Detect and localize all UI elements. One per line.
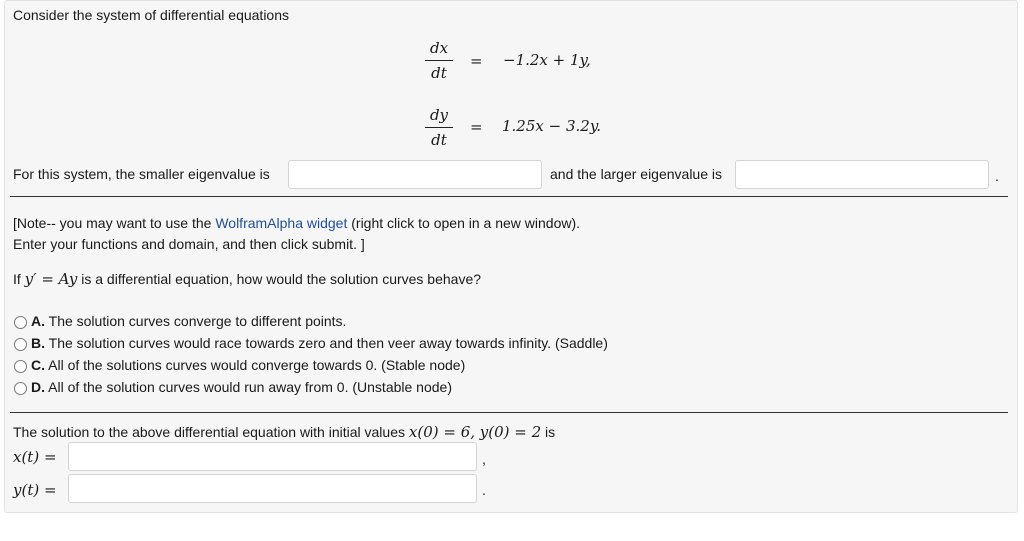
eq1-denominator: dt bbox=[431, 64, 447, 82]
y-of-t-label: y(t) = bbox=[13, 481, 57, 499]
option-c[interactable] bbox=[31, 357, 465, 373]
x-of-t-label: x(t) = bbox=[13, 448, 57, 466]
eq1-numerator: dx bbox=[429, 39, 449, 57]
note-line-2: Enter your functions and domain, and then click submit. ] bbox=[13, 236, 365, 252]
option-a[interactable] bbox=[31, 313, 346, 329]
solution-pre: The solution to the above differential equation with initial values bbox=[13, 424, 409, 440]
eq2-numerator: dy bbox=[429, 106, 449, 124]
option-d-text: All of the solution curves would run away from 0. (Unstable node) bbox=[45, 379, 452, 395]
y-of-t-input[interactable] bbox=[68, 474, 477, 503]
solution-prompt bbox=[13, 423, 555, 441]
note-suffix: (right click to open in a new window). bbox=[347, 215, 581, 231]
divider bbox=[10, 412, 1008, 413]
question-pre: If bbox=[13, 271, 25, 287]
fraction-bar bbox=[425, 60, 453, 61]
x-of-t-input[interactable] bbox=[68, 442, 477, 471]
option-d[interactable] bbox=[31, 379, 452, 395]
radio-option-a[interactable] bbox=[14, 316, 27, 329]
note-line-1 bbox=[13, 215, 580, 231]
solution-post: is bbox=[541, 424, 556, 440]
radio-option-d[interactable] bbox=[14, 382, 27, 395]
initial-values-math: x(0) = 6, y(0) = 2 bbox=[408, 423, 542, 441]
option-a-letter: A. bbox=[31, 313, 45, 329]
smaller-eigenvalue-input[interactable] bbox=[288, 160, 542, 189]
eq1-rhs: −1.2x + 1y, bbox=[503, 51, 591, 69]
eq1-equals: = bbox=[470, 52, 483, 70]
larger-eigenvalue-input[interactable] bbox=[735, 160, 989, 189]
eigen-period: . bbox=[995, 168, 999, 184]
note-prefix: [Note-- you may want to use the bbox=[13, 215, 216, 231]
x-of-t-punct: , bbox=[482, 451, 486, 467]
intro-text: Consider the system of differential equations bbox=[13, 7, 290, 23]
radio-option-c[interactable] bbox=[14, 360, 27, 373]
divider bbox=[10, 196, 1008, 197]
dx-dt-fraction bbox=[419, 37, 459, 84]
option-b[interactable] bbox=[31, 335, 608, 351]
option-c-text: All of the solutions curves would converge towards 0. (Stable node) bbox=[45, 357, 466, 373]
eq2-rhs: 1.25x − 3.2y. bbox=[502, 117, 602, 135]
eq2-denominator: dt bbox=[431, 131, 447, 149]
wolframalpha-widget-link[interactable]: WolframAlpha widget bbox=[215, 215, 348, 231]
option-b-text: The solution curves would race towards zero and then veer away towards infinity. (Saddle) bbox=[45, 335, 608, 351]
behavior-question bbox=[13, 270, 481, 288]
smaller-eigenvalue-label: For this system, the smaller eigenvalue is bbox=[13, 166, 270, 182]
question-math: y′ = Ay bbox=[24, 270, 78, 288]
option-c-letter: C. bbox=[31, 357, 45, 373]
option-b-letter: B. bbox=[31, 335, 45, 351]
option-d-letter: D. bbox=[31, 379, 45, 395]
radio-option-b[interactable] bbox=[14, 338, 27, 351]
eq2-equals: = bbox=[470, 118, 483, 136]
larger-eigenvalue-label: and the larger eigenvalue is bbox=[550, 166, 723, 182]
question-post: is a differential equation, how would the solution curves behave? bbox=[77, 271, 482, 287]
y-of-t-punct: . bbox=[482, 482, 486, 498]
option-a-text: The solution curves converge to different points. bbox=[45, 313, 347, 329]
dy-dt-fraction bbox=[419, 104, 459, 151]
fraction-bar bbox=[425, 127, 453, 128]
